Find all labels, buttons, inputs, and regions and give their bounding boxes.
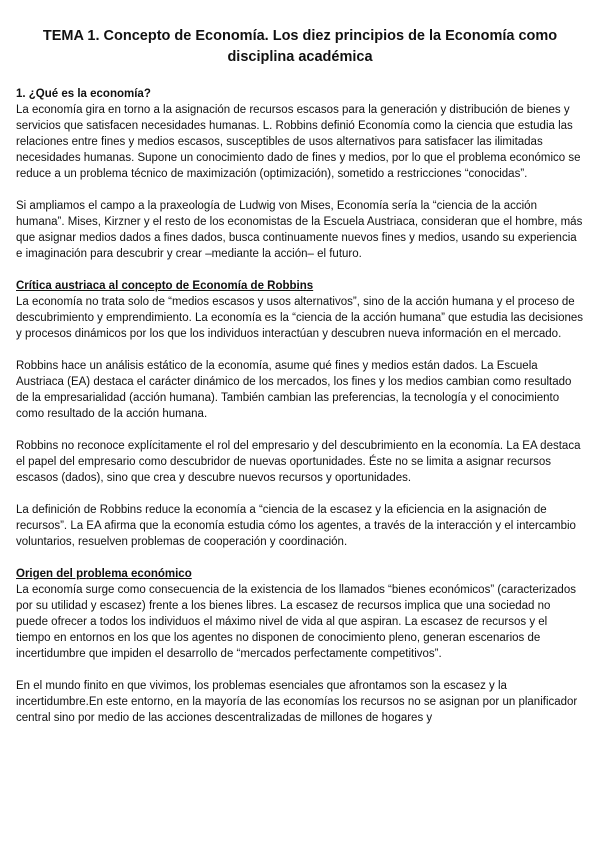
paragraph: La definición de Robbins reduce la economía a “ciencia de la escasez y la eficiencia en la asignación de recursos”. La EA afirma que la economía estudia cómo los agentes, a través de la interacción y el intercambio voluntarios, resuelven problemas de cooperación y coordinación. — [16, 504, 576, 548]
section-heading: Crítica austriaca al concepto de Economía de Robbins — [16, 280, 314, 292]
paragraph: La economía gira en torno a la asignación de recursos escasos para la generación y distribución de bienes y servicios que satisfacen necesidades humanas. L. Robbins definió Economía como la ciencia que estudia las relaciones entre fines y medios escasos, susceptibles de usos alternativos para satisfacer las ilimitadas necesidades humanas. Supone un conocimiento dado de fines y medios, por lo que el problema económico se reduce a un problema técnico de maximización (optimización), sometido a restricciones “conocidas”. — [16, 104, 581, 180]
section-heading: Origen del problema económico — [16, 568, 192, 580]
section-heading: 1. ¿Qué es la economía? — [16, 88, 151, 100]
paragraph: Si ampliamos el campo a la praxeología de Ludwig von Mises, Economía sería la “ciencia de la acción humana”. Mises, Kirzner y el resto de los economistas de la Escuela Austriaca, consideran que el hombre, más que asignar medios dados a fines dados, busca continuamente nuevos fines y medios, usando su experiencia e imaginación para descubrir y crear –mediante la acción– el futuro. — [16, 200, 583, 260]
document-title: TEMA 1. Concepto de Economía. Los diez principios de la Economía como disciplina académica — [42, 28, 558, 65]
paragraph: La economía surge como consecuencia de la existencia de los llamados “bienes económicos” (caracterizados por su utilidad y escasez) frente a los bienes libres. La escasez de recursos implica que una sociedad no puede ofrecer a todos los individuos el máximo nivel de vida al que aspiran. La escasez de recursos y el tiempo en entornos en los que los agentes no disponen de conocimiento pleno, generan escenarios de incertidumbre que impiden el desarrollo de “mercados perfectamente competitivos”. — [16, 584, 576, 660]
section-what-is-economy — [16, 86, 584, 262]
section-origin-of-economic-problem — [16, 566, 584, 726]
paragraph: La economía no trata solo de “medios escasos y usos alternativos”, sino de la acción humana y el proceso de descubrimiento y emprendimiento. La economía es la “ciencia de la acción humana” que estudia las decisiones y procesos dinámicos por los que los individuos interactúan y descubren nueva información en el mercado. — [16, 296, 584, 340]
section-austrian-critique — [16, 278, 584, 550]
paragraph: Robbins hace un análisis estático de la economía, asume qué fines y medios están dados. La Escuela Austriaca (EA) destaca el carácter dinámico de los mercados, los fines y los medios cambian como resultado de la empresarialidad (acción humana). También cambian las preferencias, la tecnología y el conocimiento como resultado de la acción humana. — [16, 360, 572, 420]
paragraph: En el mundo finito en que vivimos, los problemas esenciales que afrontamos son la escasez y la incertidumbre.En este entorno, en la mayoría de las economías los recursos no se asignan por un planificador central sino por medio de las acciones descentralizadas de millones de hogares y — [16, 680, 578, 724]
paragraph: Robbins no reconoce explícitamente el rol del empresario y del descubrimiento en la economía. La EA destaca el papel del empresario como descubridor de nuevas oportunidades. Éste no se limita a asignar recursos escasos (dados), sino que crea y descubre nuevos recursos y oportunidades. — [16, 440, 581, 484]
